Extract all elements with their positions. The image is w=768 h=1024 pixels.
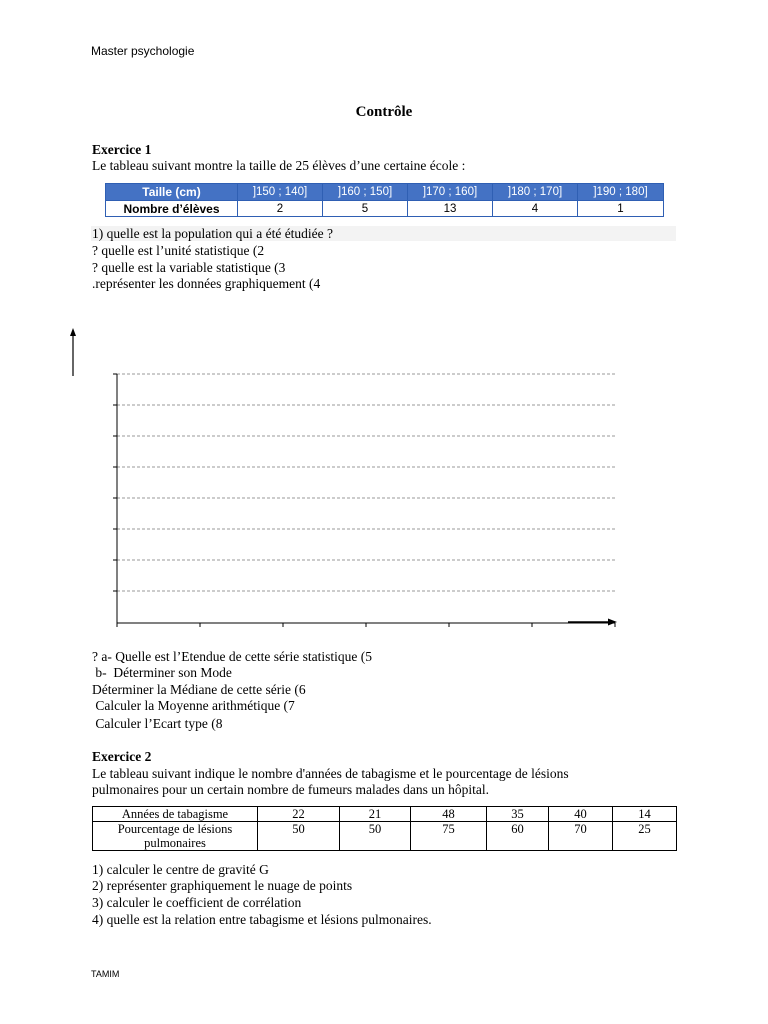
height-label-cell: Taille (cm) [106, 184, 238, 201]
exercise1-question-5b: b- Déterminer son Mode [92, 665, 232, 680]
exercise2-question-4: 4) quelle est la relation entre tabagisme et lésions pulmonaires. [92, 912, 432, 927]
percent-label-cell [93, 822, 258, 851]
percent-cell: 25 [613, 822, 677, 851]
count-cell: 1 [578, 201, 664, 217]
smoking-table [92, 806, 677, 851]
y-arrow-head [70, 328, 76, 336]
percent-label-line2: pulmonaires [144, 836, 206, 850]
count-cell: 2 [238, 201, 323, 217]
years-cell: 48 [411, 807, 487, 822]
exercise1-question-7: Calculer la Moyenne arithmétique (7 [92, 698, 295, 713]
exercise1-question-5: ? a- Quelle est l’Etendue de cette série statistique (5 [92, 649, 373, 664]
exercise1-intro: Le tableau suivant montre la taille de 25 élèves d’une certaine école : [92, 158, 466, 173]
x-arrow-head [608, 619, 617, 626]
exercise2-heading: Exercice 2 [92, 749, 152, 764]
lesion-percent-row [93, 822, 677, 851]
interval-cell: ]170 ; 160] [408, 184, 493, 201]
percent-cell: 60 [487, 822, 549, 851]
years-cell: 22 [258, 807, 340, 822]
count-cell: 4 [493, 201, 578, 217]
percent-cell: 50 [340, 822, 411, 851]
page-title: Contrôle [355, 104, 413, 120]
exercise1-question-1: 1) quelle est la population qui a été étudiée ? [92, 226, 334, 241]
y-ticks [113, 374, 117, 591]
exercise1-question-2: ? quelle est l’unité statistique (2 [92, 243, 265, 258]
percent-cell: 70 [549, 822, 613, 851]
interval-cell: ]160 ; 150] [323, 184, 408, 201]
page-footer: TAMIM [91, 969, 120, 979]
exercise1-question-3: ? quelle est la variable statistique (3 [92, 260, 286, 275]
x-ticks [117, 623, 615, 627]
years-cell: 35 [487, 807, 549, 822]
exercise2-question-2: 2) représenter graphiquement le nuage de points [92, 878, 353, 893]
percent-label-line1: Pourcentage de lésions [117, 822, 233, 836]
years-cell: 14 [613, 807, 677, 822]
exercise1-question-8: Calculer l’Ecart type (8 [92, 716, 223, 731]
count-cell: 13 [408, 201, 493, 217]
percent-cell: 75 [411, 822, 487, 851]
exercise2-intro-line2: pulmonaires pour un certain nombre de fumeurs malades dans un hôpital. [92, 782, 490, 797]
page-header: Master psychologie [91, 44, 195, 58]
smoking-years-row [93, 807, 677, 822]
interval-cell: ]150 ; 140] [238, 184, 323, 201]
interval-cell: ]190 ; 180] [578, 184, 664, 201]
years-label-cell: Années de tabagisme [93, 807, 258, 822]
exercise1-heading: Exercice 1 [92, 142, 152, 157]
years-cell: 40 [549, 807, 613, 822]
exercise2-question-1: 1) calculer le centre de gravité G [92, 862, 269, 877]
exercise1-question-4: .représenter les données graphiquement (4 [92, 276, 321, 291]
years-cell: 21 [340, 807, 411, 822]
exercise2-question-3: 3) calculer le coefficient de corrélation [92, 895, 302, 910]
interval-cell: ]180 ; 170] [493, 184, 578, 201]
count-label-cell: Nombre d’élèves [106, 201, 238, 217]
count-cell: 5 [323, 201, 408, 217]
exercise1-question-6: Déterminer la Médiane de cette série (6 [92, 682, 306, 697]
grid-lines [117, 374, 615, 591]
percent-cell: 50 [258, 822, 340, 851]
exercise2-intro-line1: Le tableau suivant indique le nombre d'années de tabagisme et le pourcentage de lésions [92, 766, 569, 781]
